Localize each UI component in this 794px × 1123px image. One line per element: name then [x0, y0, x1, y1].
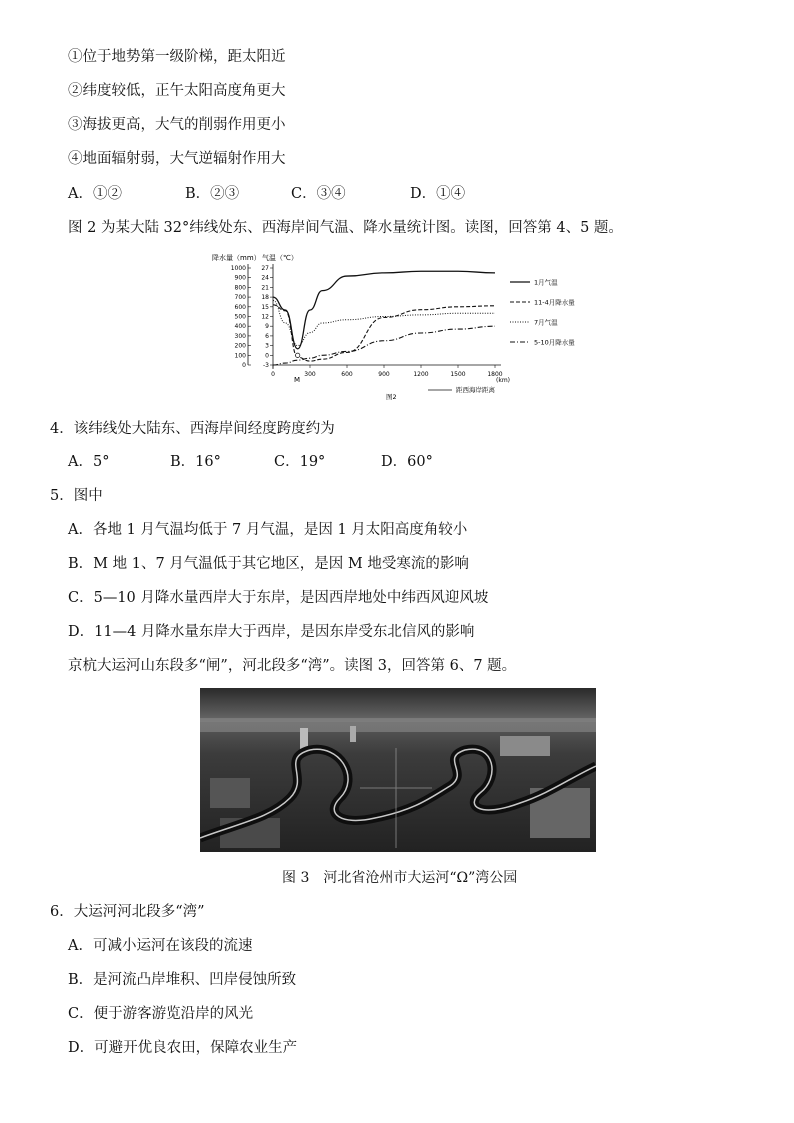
chart-series — [273, 271, 495, 365]
q5-option-a: A．各地 1 月气温均低于 7 月气温，是因 1 月太阳高度角较小 — [68, 522, 468, 538]
q6-option-b: B．是河流凸岸堆积、凹岸侵蚀所致 — [68, 972, 297, 988]
precip-tick-label: 800 — [234, 284, 246, 292]
q3-option-c: C．③④ — [291, 186, 346, 202]
q3-statement-3: ③海拔更高，大气的削弱作用更小 — [68, 117, 286, 133]
q4-option-a: A．5° — [68, 454, 110, 470]
x-tick-label: 1500 — [450, 371, 466, 378]
chart-legend — [510, 278, 575, 347]
precip-tick-label: 600 — [234, 303, 246, 311]
q4-stem: 4．该纬线处大陆东、西海岸间经度跨度约为 — [50, 421, 335, 437]
chart-axes — [248, 264, 501, 369]
q6-stem: 6．大运河河北段多“湾” — [50, 904, 205, 920]
precip-tick-label: 400 — [234, 323, 246, 331]
x-tick-label: 1200 — [413, 371, 429, 378]
precip-tick-label: 0 — [242, 362, 246, 369]
x-tick-label: 0 — [271, 371, 275, 378]
series-line-1 — [273, 271, 495, 349]
figure-3-caption: 图 3 河北省沧州市大运河“Ω”湾公园 — [282, 870, 518, 886]
legend-label-3: 7月气温 — [534, 318, 558, 327]
figure-2-chart — [208, 248, 588, 406]
left-axis-label: 降水量（mm） — [212, 254, 261, 262]
x-tick-label: 600 — [341, 371, 353, 378]
temp-tick-label: 9 — [265, 323, 269, 331]
chart-ticks — [231, 265, 503, 378]
temp-tick-label: 15 — [261, 303, 269, 311]
q3-statement-4: ④地面辐射弱，大气逆辐射作用大 — [68, 151, 286, 167]
q6-option-a: A．可减小运河在该段的流速 — [68, 938, 253, 954]
figure-3-photo — [200, 688, 596, 852]
q5-option-c: C．5—10 月降水量西岸大于东岸，是因西岸地处中纬西风迎风坡 — [68, 590, 489, 606]
q3-option-a: A．①② — [68, 186, 122, 202]
q4-option-b: B．16° — [170, 454, 221, 470]
temp-tick-label: 12 — [261, 313, 269, 321]
precip-tick-label: 300 — [234, 332, 246, 340]
q5-option-b: B．M 地 1、7 月气温低于其它地区，是因 M 地受寒流的影响 — [68, 556, 469, 572]
marker-m-point — [295, 353, 299, 357]
figure-2-caption: 图2 — [386, 393, 397, 401]
intro-figure-3: 京杭大运河山东段多“闸”，河北段多“湾”。读图 3，回答第 6、7 题。 — [68, 658, 517, 674]
temp-tick-label: 18 — [261, 294, 269, 302]
intro-figure-2: 图 2 为某大陆 32°纬线处东、西海岸间气温、降水量统计图。读图，回答第 4、5 题。 — [68, 220, 623, 236]
x-unit-label: (km) — [496, 377, 511, 384]
q4-option-c: C．19° — [274, 454, 326, 470]
marker-m-label: M — [294, 376, 301, 384]
x-tick-label: 300 — [304, 371, 316, 378]
right-axis-label: 气温（℃） — [262, 254, 298, 262]
q5-option-d: D．11—4 月降水量东岸大于西岸，是因东岸受东北信风的影响 — [68, 624, 475, 640]
series-line-2 — [273, 305, 495, 361]
legend-label-2: 11-4月降水量 — [534, 298, 575, 307]
precip-tick-label: 1000 — [230, 265, 246, 272]
precip-tick-label: 100 — [234, 352, 246, 360]
temp-tick-label: -3 — [263, 362, 269, 369]
q6-option-d: D．可避开优良农田，保障农业生产 — [68, 1040, 298, 1056]
legend-label-4: 5-10月降水量 — [534, 338, 575, 347]
temp-tick-label: 0 — [265, 352, 269, 360]
q3-statement-2: ②纬度较低，正午太阳高度角更大 — [68, 83, 286, 99]
precip-tick-label: 500 — [234, 313, 246, 321]
temp-tick-label: 6 — [265, 332, 269, 340]
q3-option-d: D．①④ — [410, 186, 466, 202]
q5-stem: 5．图中 — [50, 488, 103, 504]
legend-label-1: 1月气温 — [534, 278, 558, 287]
series-line-4 — [273, 326, 495, 365]
precip-tick-label: 700 — [234, 294, 246, 302]
x-axis-label: 距西海岸距离 — [456, 386, 495, 394]
temp-tick-label: 27 — [261, 265, 269, 272]
x-tick-label: 900 — [378, 371, 390, 378]
q3-statement-1: ①位于地势第一级阶梯，距太阳近 — [68, 49, 286, 65]
q4-option-d: D．60° — [381, 454, 433, 470]
precip-tick-label: 200 — [234, 342, 246, 350]
temp-tick-label: 24 — [261, 274, 269, 282]
x-tick-label: 1800 — [487, 371, 503, 378]
q3-option-b: B．②③ — [185, 186, 240, 202]
q6-option-c: C．便于游客游览沿岸的风光 — [68, 1006, 254, 1022]
temp-tick-label: 3 — [265, 342, 269, 350]
precip-tick-label: 900 — [234, 274, 246, 282]
temp-tick-label: 21 — [261, 284, 269, 292]
